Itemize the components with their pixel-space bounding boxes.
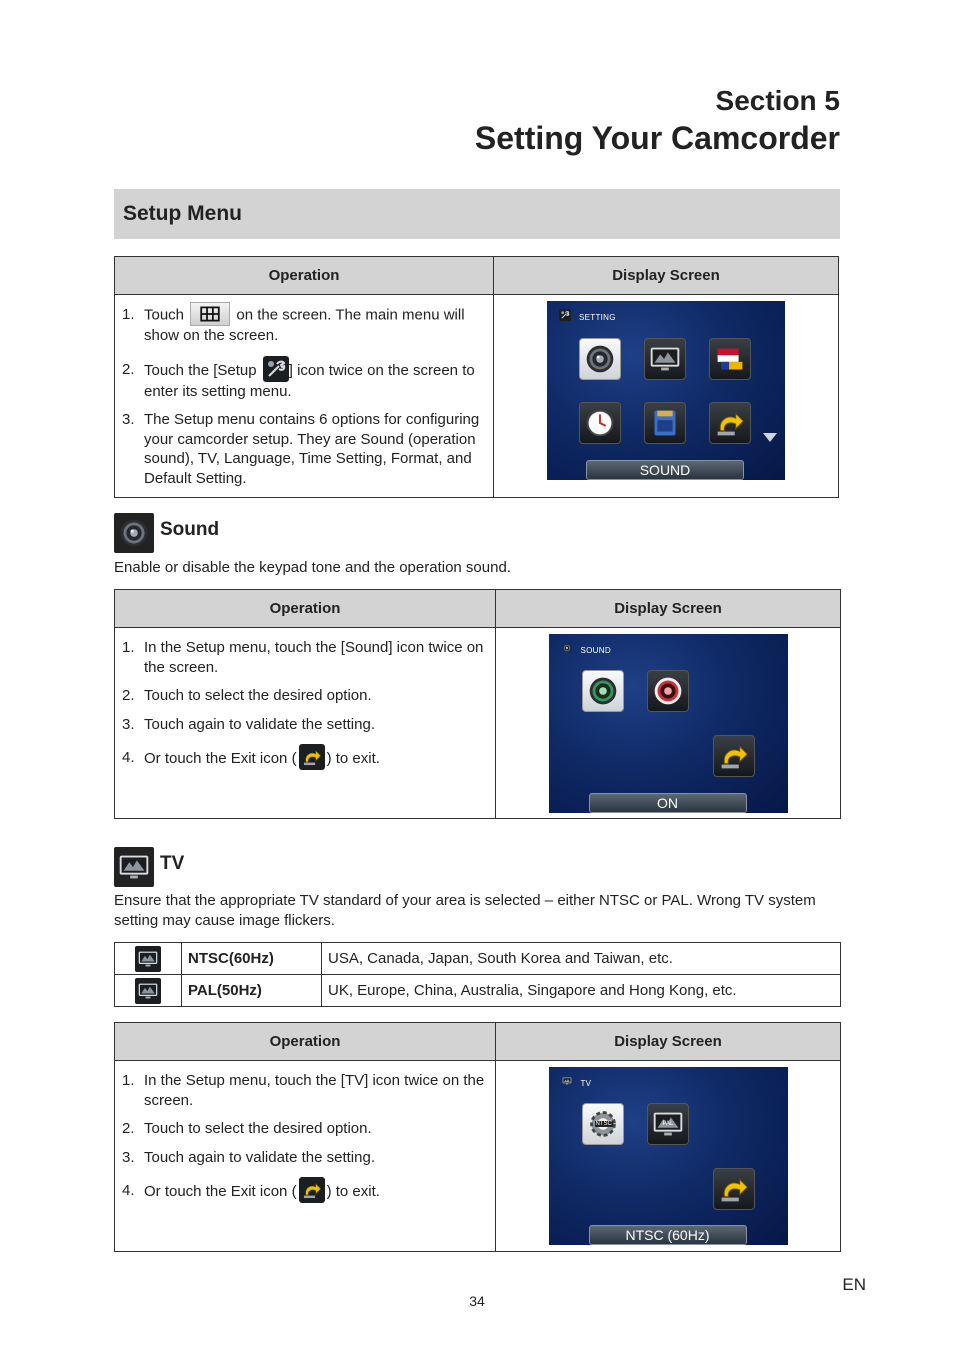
step-item: 4. Or touch the Exit icon ( ) to exit.	[121, 1181, 489, 1203]
exit-icon[interactable]	[713, 735, 755, 777]
table-row	[115, 943, 841, 975]
step-item: 2. Touch the [Setup ] icon twice on the screen to enter its setting menu.	[121, 360, 487, 402]
tv-icon	[114, 847, 154, 887]
sound-table	[114, 589, 841, 819]
table-row	[115, 975, 841, 1007]
step-item: 3. Touch again to validate the setting.	[122, 715, 375, 733]
section-number: Section 5	[715, 85, 840, 116]
pal-name: PAL(50Hz)	[182, 975, 322, 1007]
clock-icon[interactable]	[579, 402, 621, 444]
tv-icon[interactable]	[644, 338, 686, 380]
pal-option-icon[interactable]	[647, 1103, 689, 1145]
tv-small-icon	[559, 1075, 575, 1087]
display-screen-header: Display Screen	[494, 257, 839, 295]
tv-table	[114, 1022, 841, 1252]
sound-icon[interactable]	[579, 338, 621, 380]
setup-tool-icon	[263, 356, 289, 382]
section-heading	[475, 84, 840, 158]
display-cell	[496, 1061, 841, 1252]
setup-menu-bar	[114, 189, 840, 239]
sound-small-icon	[559, 642, 575, 654]
display-screen-header: Display Screen	[496, 1023, 841, 1061]
operation-header: Operation	[115, 257, 494, 295]
sound-screen	[549, 634, 788, 813]
exit-icon	[299, 1177, 325, 1203]
exit-icon[interactable]	[709, 402, 751, 444]
screen-title: TV	[580, 1079, 592, 1088]
operation-cell	[115, 295, 494, 498]
selected-option-label: ON	[589, 793, 747, 813]
step-item: 4. Or touch the Exit icon ( ) to exit.	[121, 748, 489, 770]
operation-cell	[115, 1061, 496, 1252]
page-title: Setting Your Camcorder	[474, 120, 840, 156]
operation-header: Operation	[115, 1023, 496, 1061]
page-number: 34	[469, 1293, 485, 1309]
display-cell	[496, 628, 841, 819]
scroll-down-arrow-icon[interactable]	[763, 433, 777, 442]
language-code: EN	[842, 1275, 866, 1294]
sound-off-icon[interactable]	[647, 670, 689, 712]
memory-card-icon[interactable]	[644, 402, 686, 444]
ntsc-name: NTSC(60Hz)	[182, 943, 322, 975]
display-screen-header: Display Screen	[496, 590, 841, 628]
sound-description: Enable or disable the keypad tone and the operation sound.	[114, 559, 511, 576]
ntsc-option-icon[interactable]	[582, 1103, 624, 1145]
language-flag-icon[interactable]	[709, 338, 751, 380]
tv-ntsc-icon	[135, 946, 161, 972]
step-item: 1. Touch on the screen. The main menu will show on the screen.	[121, 305, 487, 346]
ntsc-regions: USA, Canada, Japan, South Korea and Taiwan, etc.	[322, 943, 841, 975]
selected-option-label: NTSC (60Hz)	[589, 1225, 747, 1245]
operation-header: Operation	[115, 590, 496, 628]
pal-regions: UK, Europe, China, Australia, Singapore and Hong Kong, etc.	[322, 975, 841, 1007]
setup-menu-title: Setup Menu	[123, 202, 242, 225]
sound-on-icon[interactable]	[582, 670, 624, 712]
tv-pal-icon	[135, 978, 161, 1004]
step-item: 1. In the Setup menu, touch the [Sound] icon twice on the screen.	[122, 639, 484, 676]
ntsc-icon-cell	[115, 943, 182, 975]
display-cell	[494, 295, 839, 498]
menu-grid-icon	[190, 302, 230, 326]
step-item: 2. Touch to select the desired option.	[122, 687, 372, 704]
setup-menu-table	[114, 256, 839, 498]
pal-icon-cell	[115, 975, 182, 1007]
selected-option-label: SOUND	[586, 460, 744, 480]
step-item: 3. The Setup menu contains 6 options for configuring your camcorder setup. They are Sound (operation sound), TV, Language, Time Setting, Format, and Default Setting.	[122, 411, 480, 487]
setting-tool-icon	[557, 309, 573, 321]
screen-title: SETTING	[579, 313, 616, 322]
pal-badge: PAL	[662, 1121, 674, 1127]
sound-title: Sound	[160, 519, 220, 540]
tv-standards-table	[114, 942, 841, 1007]
step-item: 2. Touch to select the desired option.	[122, 1120, 372, 1137]
tv-screen	[549, 1067, 788, 1245]
setting-screen	[547, 301, 785, 480]
tv-title: TV	[160, 853, 185, 874]
screen-title: SOUND	[580, 646, 611, 655]
tv-description: Ensure that the appropriate TV standard of your area is selected – either NTSC or PAL. Wrong TV system setting may cause image flickers.	[114, 892, 816, 929]
ntsc-badge: NTSC	[595, 1121, 612, 1127]
exit-icon[interactable]	[713, 1168, 755, 1210]
sound-icon	[114, 513, 154, 553]
exit-icon	[299, 744, 325, 770]
operation-cell	[115, 628, 496, 819]
step-item: 1. In the Setup menu, touch the [TV] icon twice on the screen.	[122, 1072, 485, 1109]
step-item: 3. Touch again to validate the setting.	[122, 1148, 375, 1166]
